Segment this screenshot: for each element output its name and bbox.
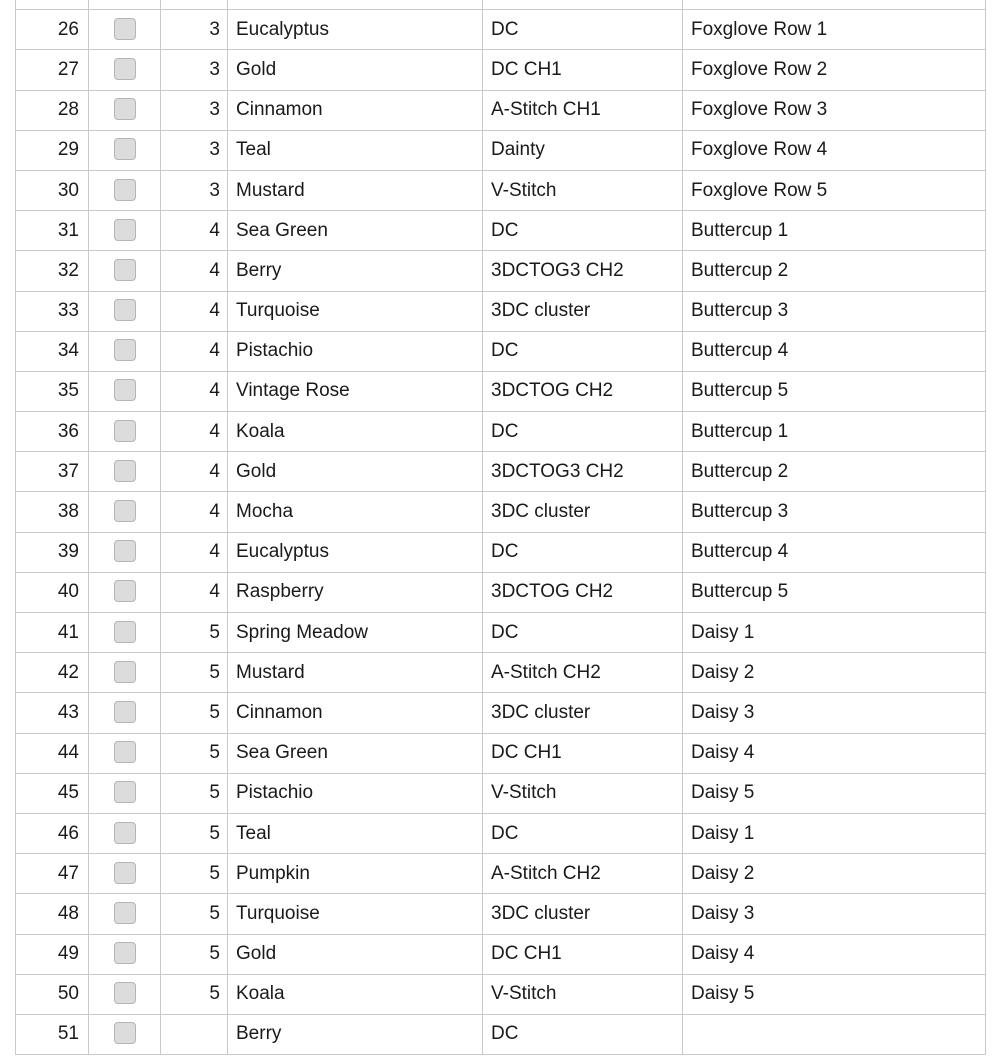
row-checkbox[interactable]: [114, 781, 136, 803]
group-cell[interactable]: 5: [161, 814, 228, 853]
table-row: [15, 693, 986, 733]
section-cell[interactable]: Daisy 2: [683, 653, 986, 692]
color-cell[interactable]: Turquoise: [228, 894, 483, 933]
stitch-cell[interactable]: 3DC cluster: [483, 693, 683, 732]
group-cell[interactable]: 5: [161, 894, 228, 933]
checkbox-cell: [89, 693, 161, 732]
color-cell[interactable]: Teal: [228, 131, 483, 170]
stitch-cell[interactable]: A-Stitch CH2: [483, 653, 683, 692]
row-checkbox[interactable]: [114, 299, 136, 321]
section-cell[interactable]: Daisy 4: [683, 734, 986, 773]
row-number-cell: 49: [15, 935, 89, 974]
row-number-cell: 33: [15, 292, 89, 331]
row-number-cell: 43: [15, 693, 89, 732]
stitch-cell[interactable]: DC CH1: [483, 50, 683, 89]
row-number-cell: [15, 0, 89, 9]
stitch-cell[interactable]: 3DCTOG3 CH2: [483, 452, 683, 491]
row-number-cell: 37: [15, 452, 89, 491]
section-cell[interactable]: Buttercup 5: [683, 372, 986, 411]
group-cell[interactable]: 4: [161, 332, 228, 371]
section-cell[interactable]: Foxglove Row 1: [683, 10, 986, 49]
row-checkbox[interactable]: [114, 138, 136, 160]
stitch-cell[interactable]: DC: [483, 533, 683, 572]
section-cell[interactable]: Buttercup 2: [683, 452, 986, 491]
table-row: [15, 613, 986, 653]
section-cell[interactable]: Daisy 5: [683, 975, 986, 1014]
row-number-cell: 47: [15, 854, 89, 893]
color-cell[interactable]: Vintage Rose: [228, 372, 483, 411]
group-cell[interactable]: 4: [161, 412, 228, 451]
checkbox-cell: [89, 171, 161, 210]
color-cell[interactable]: Turquoise: [228, 292, 483, 331]
row-number-cell: 42: [15, 653, 89, 692]
row-checkbox[interactable]: [114, 339, 136, 361]
color-cell[interactable]: Eucalyptus: [228, 533, 483, 572]
row-checkbox[interactable]: [114, 902, 136, 924]
color-cell[interactable]: Gold: [228, 452, 483, 491]
checkbox-cell: [89, 894, 161, 933]
stitch-cell[interactable]: DC: [483, 613, 683, 652]
section-cell[interactable]: Buttercup 2: [683, 251, 986, 290]
stitch-cell[interactable]: DC: [483, 10, 683, 49]
color-cell[interactable]: Eucalyptus: [228, 10, 483, 49]
row-number-cell: 38: [15, 492, 89, 531]
row-number-cell: 48: [15, 894, 89, 933]
checkbox-cell: [89, 533, 161, 572]
group-cell[interactable]: 4: [161, 452, 228, 491]
table-row: [15, 894, 986, 934]
group-cell[interactable]: 5: [161, 653, 228, 692]
group-cell[interactable]: 4: [161, 372, 228, 411]
table-row: [15, 452, 986, 492]
checkbox-cell: [89, 10, 161, 49]
row-number-cell: 45: [15, 774, 89, 813]
color-cell[interactable]: Gold: [228, 935, 483, 974]
row-number-cell: 39: [15, 533, 89, 572]
stitch-cell[interactable]: A-Stitch CH2: [483, 854, 683, 893]
group-cell[interactable]: 4: [161, 292, 228, 331]
table-row: [15, 573, 986, 613]
stitch-cell[interactable]: DC: [483, 412, 683, 451]
color-cell[interactable]: Koala: [228, 412, 483, 451]
row-checkbox[interactable]: [114, 500, 136, 522]
row-checkbox[interactable]: [114, 18, 136, 40]
stitch-cell[interactable]: 3DCTOG3 CH2: [483, 251, 683, 290]
section-cell[interactable]: Foxglove Row 5: [683, 171, 986, 210]
stitch-cell[interactable]: V-Stitch: [483, 171, 683, 210]
row-number-cell: 31: [15, 211, 89, 250]
row-number-cell: 44: [15, 734, 89, 773]
section-cell[interactable]: Buttercup 3: [683, 492, 986, 531]
table-row: [15, 1015, 986, 1055]
row-number-cell: 41: [15, 613, 89, 652]
row-number-cell: 40: [15, 573, 89, 612]
row-number-cell: 30: [15, 171, 89, 210]
stitch-cell[interactable]: V-Stitch: [483, 975, 683, 1014]
table-row: [15, 412, 986, 452]
color-cell[interactable]: Raspberry: [228, 573, 483, 612]
table-row: [15, 50, 986, 90]
group-cell[interactable]: 4: [161, 492, 228, 531]
row-checkbox[interactable]: [114, 98, 136, 120]
stitch-cell[interactable]: DC: [483, 1015, 683, 1054]
table-row: [15, 0, 986, 10]
group-cell[interactable]: 3: [161, 10, 228, 49]
row-checkbox[interactable]: [114, 862, 136, 884]
section-cell[interactable]: Buttercup 3: [683, 292, 986, 331]
table-row: [15, 653, 986, 693]
spreadsheet-table: [15, 0, 986, 1055]
checkbox-cell: [89, 211, 161, 250]
checkbox-cell: [89, 412, 161, 451]
table-row: [15, 774, 986, 814]
stitch-cell[interactable]: 3DCTOG CH2: [483, 573, 683, 612]
row-checkbox[interactable]: [114, 942, 136, 964]
checkbox-cell: [89, 1015, 161, 1054]
group-cell[interactable]: 5: [161, 774, 228, 813]
color-cell[interactable]: Gold: [228, 50, 483, 89]
checkbox-cell: [89, 573, 161, 612]
checkbox-cell: [89, 613, 161, 652]
row-checkbox[interactable]: [114, 420, 136, 442]
checkbox-cell: [89, 935, 161, 974]
stitch-cell[interactable]: DC: [483, 814, 683, 853]
checkbox-cell: [89, 91, 161, 130]
stitch-cell[interactable]: 3DC cluster: [483, 492, 683, 531]
row-checkbox[interactable]: [114, 822, 136, 844]
section-cell[interactable]: Daisy 1: [683, 613, 986, 652]
table-row: [15, 975, 986, 1015]
section-cell[interactable]: [683, 0, 986, 9]
stitch-cell[interactable]: DC CH1: [483, 935, 683, 974]
group-cell[interactable]: 5: [161, 613, 228, 652]
stitch-cell[interactable]: Dainty: [483, 131, 683, 170]
table-row: [15, 533, 986, 573]
table-row: [15, 251, 986, 291]
row-checkbox[interactable]: [114, 460, 136, 482]
checkbox-cell: [89, 814, 161, 853]
checkbox-cell: [89, 492, 161, 531]
group-cell[interactable]: 4: [161, 573, 228, 612]
checkbox-cell: [89, 292, 161, 331]
stitch-cell[interactable]: DC CH1: [483, 734, 683, 773]
checkbox-cell: [89, 734, 161, 773]
color-cell[interactable]: Pistachio: [228, 774, 483, 813]
group-cell[interactable]: 4: [161, 211, 228, 250]
row-checkbox[interactable]: [114, 58, 136, 80]
section-cell[interactable]: Foxglove Row 4: [683, 131, 986, 170]
stitch-cell[interactable]: DC: [483, 211, 683, 250]
color-cell[interactable]: Spring Meadow: [228, 613, 483, 652]
checkbox-cell: [89, 332, 161, 371]
section-cell[interactable]: Daisy 3: [683, 894, 986, 933]
stitch-cell[interactable]: DC: [483, 332, 683, 371]
color-cell[interactable]: [228, 0, 483, 9]
color-cell[interactable]: Mustard: [228, 171, 483, 210]
color-cell[interactable]: Berry: [228, 1015, 483, 1054]
checkbox-cell: [89, 251, 161, 290]
color-cell[interactable]: Teal: [228, 814, 483, 853]
group-cell[interactable]: 3: [161, 131, 228, 170]
stitch-cell[interactable]: [483, 0, 683, 9]
group-cell[interactable]: [161, 1015, 228, 1054]
row-checkbox[interactable]: [114, 661, 136, 683]
row-number-cell: 29: [15, 131, 89, 170]
section-cell[interactable]: Foxglove Row 3: [683, 91, 986, 130]
row-number-cell: 36: [15, 412, 89, 451]
checkbox-cell: [89, 0, 161, 9]
group-cell[interactable]: 5: [161, 734, 228, 773]
section-cell[interactable]: Daisy 1: [683, 814, 986, 853]
row-number-cell: 32: [15, 251, 89, 290]
row-number-cell: 34: [15, 332, 89, 371]
stitch-cell[interactable]: 3DC cluster: [483, 292, 683, 331]
group-cell[interactable]: 5: [161, 975, 228, 1014]
row-checkbox[interactable]: [114, 982, 136, 1004]
color-cell[interactable]: Sea Green: [228, 211, 483, 250]
row-number-cell: 46: [15, 814, 89, 853]
group-cell[interactable]: 4: [161, 533, 228, 572]
section-cell[interactable]: Buttercup 1: [683, 211, 986, 250]
table-row: [15, 372, 986, 412]
group-cell[interactable]: 3: [161, 50, 228, 89]
row-number-cell: 28: [15, 91, 89, 130]
stitch-cell[interactable]: 3DC cluster: [483, 894, 683, 933]
section-cell[interactable]: Daisy 2: [683, 854, 986, 893]
row-number-cell: 51: [15, 1015, 89, 1054]
checkbox-cell: [89, 975, 161, 1014]
group-cell[interactable]: 3: [161, 171, 228, 210]
group-cell[interactable]: [161, 0, 228, 9]
row-checkbox[interactable]: [114, 259, 136, 281]
checkbox-cell: [89, 774, 161, 813]
row-checkbox[interactable]: [114, 540, 136, 562]
table-row: [15, 332, 986, 372]
table-row: [15, 131, 986, 171]
row-checkbox[interactable]: [114, 621, 136, 643]
table-row: [15, 814, 986, 854]
color-cell[interactable]: Berry: [228, 251, 483, 290]
checkbox-cell: [89, 372, 161, 411]
row-checkbox[interactable]: [114, 379, 136, 401]
table-row: [15, 171, 986, 211]
section-cell[interactable]: Buttercup 5: [683, 573, 986, 612]
color-cell[interactable]: Koala: [228, 975, 483, 1014]
checkbox-cell: [89, 653, 161, 692]
section-cell[interactable]: Buttercup 1: [683, 412, 986, 451]
row-number-cell: 27: [15, 50, 89, 89]
row-number-cell: 50: [15, 975, 89, 1014]
stitch-cell[interactable]: V-Stitch: [483, 774, 683, 813]
color-cell[interactable]: Mustard: [228, 653, 483, 692]
group-cell[interactable]: 5: [161, 854, 228, 893]
section-cell[interactable]: Buttercup 4: [683, 533, 986, 572]
color-cell[interactable]: Cinnamon: [228, 693, 483, 732]
checkbox-cell: [89, 854, 161, 893]
section-cell[interactable]: [683, 1015, 986, 1054]
group-cell[interactable]: 5: [161, 693, 228, 732]
group-cell[interactable]: 5: [161, 935, 228, 974]
color-cell[interactable]: Sea Green: [228, 734, 483, 773]
row-number-cell: 35: [15, 372, 89, 411]
color-cell[interactable]: Pumpkin: [228, 854, 483, 893]
section-cell[interactable]: Foxglove Row 2: [683, 50, 986, 89]
table-row: [15, 935, 986, 975]
stitch-cell[interactable]: 3DCTOG CH2: [483, 372, 683, 411]
checkbox-cell: [89, 452, 161, 491]
color-cell[interactable]: Mocha: [228, 492, 483, 531]
section-cell[interactable]: Daisy 3: [683, 693, 986, 732]
checkbox-cell: [89, 131, 161, 170]
table-row: [15, 211, 986, 251]
row-checkbox[interactable]: [114, 179, 136, 201]
table-row: [15, 91, 986, 131]
group-cell[interactable]: 4: [161, 251, 228, 290]
row-checkbox[interactable]: [114, 701, 136, 723]
color-cell[interactable]: Cinnamon: [228, 91, 483, 130]
section-cell[interactable]: Daisy 5: [683, 774, 986, 813]
table-row: [15, 292, 986, 332]
table-row: [15, 854, 986, 894]
stitch-cell[interactable]: A-Stitch CH1: [483, 91, 683, 130]
section-cell[interactable]: Buttercup 4: [683, 332, 986, 371]
row-checkbox[interactable]: [114, 219, 136, 241]
color-cell[interactable]: Pistachio: [228, 332, 483, 371]
table-row: [15, 492, 986, 532]
table-row: [15, 734, 986, 774]
group-cell[interactable]: 3: [161, 91, 228, 130]
row-checkbox[interactable]: [114, 1022, 136, 1044]
row-checkbox[interactable]: [114, 741, 136, 763]
row-checkbox[interactable]: [114, 580, 136, 602]
table-row: [15, 10, 986, 50]
row-number-cell: 26: [15, 10, 89, 49]
section-cell[interactable]: Daisy 4: [683, 935, 986, 974]
checkbox-cell: [89, 50, 161, 89]
